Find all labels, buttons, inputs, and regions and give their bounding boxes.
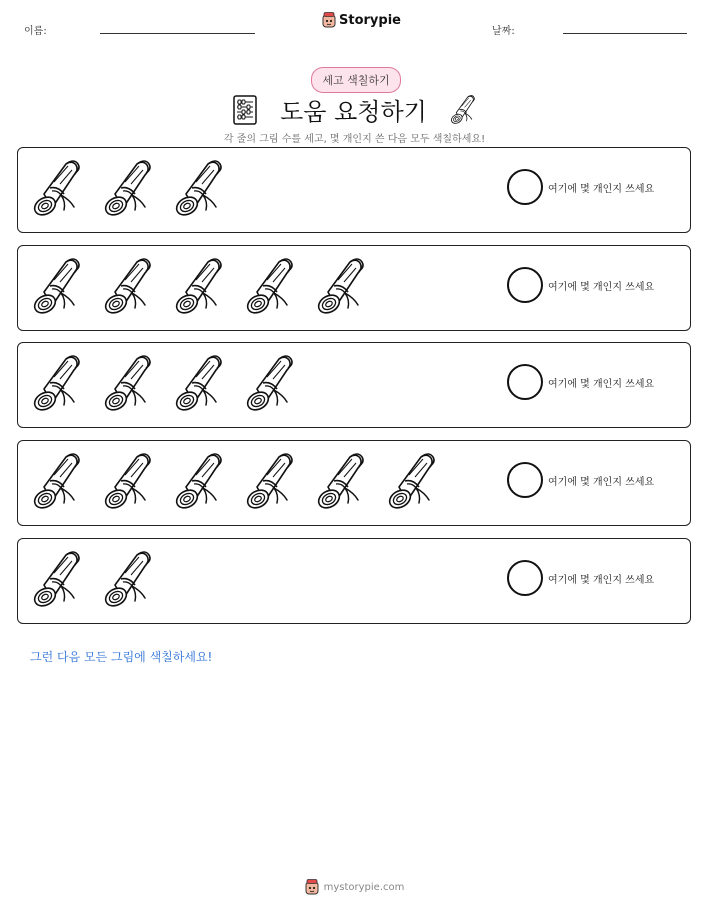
date-line[interactable] xyxy=(563,33,687,34)
scroll-icon[interactable] xyxy=(30,158,84,220)
scroll-icon[interactable] xyxy=(243,353,297,415)
activity-badge: 세고 색칠하기 xyxy=(311,67,401,93)
answer-area xyxy=(507,169,654,205)
abacus-icon xyxy=(232,95,258,125)
coloring-instruction: 그런 다음 모든 그림에 색칠하세요! xyxy=(30,650,213,664)
scroll-icon[interactable] xyxy=(243,451,297,513)
footer xyxy=(0,879,709,895)
scroll-icon[interactable] xyxy=(30,353,84,415)
scroll-icon[interactable] xyxy=(101,353,155,415)
scroll-icon[interactable] xyxy=(101,549,155,611)
answer-area xyxy=(507,560,654,596)
scroll-icon xyxy=(449,94,477,126)
picture-group xyxy=(30,353,297,417)
footer-url: mystorypie.com xyxy=(323,881,405,893)
count-row xyxy=(17,342,691,428)
answer-area xyxy=(507,364,654,400)
answer-label: 여기에 몇 개인지 쓰세요 xyxy=(548,476,655,488)
scroll-icon[interactable] xyxy=(172,353,226,415)
answer-label: 여기에 몇 개인지 쓰세요 xyxy=(548,183,655,195)
scroll-icon[interactable] xyxy=(385,451,439,513)
answer-circle[interactable] xyxy=(507,267,543,303)
scroll-icon[interactable] xyxy=(101,451,155,513)
scroll-icon[interactable] xyxy=(30,451,84,513)
answer-label: 여기에 몇 개인지 쓰세요 xyxy=(548,378,655,390)
count-row xyxy=(17,245,691,331)
brand-name: Storypie xyxy=(339,12,401,28)
storypie-logo-icon xyxy=(305,879,319,895)
count-row xyxy=(17,538,691,624)
count-row xyxy=(17,440,691,526)
answer-label: 여기에 몇 개인지 쓰세요 xyxy=(548,281,655,293)
scroll-icon[interactable] xyxy=(243,256,297,318)
scroll-icon[interactable] xyxy=(314,256,368,318)
answer-circle[interactable] xyxy=(507,462,543,498)
scroll-icon[interactable] xyxy=(101,256,155,318)
storypie-logo-icon xyxy=(322,12,336,28)
worksheet-header xyxy=(0,0,709,50)
scroll-icon[interactable] xyxy=(30,549,84,611)
date-label: 날짜: xyxy=(492,26,515,37)
scroll-icon[interactable] xyxy=(172,158,226,220)
title-area xyxy=(0,92,709,127)
answer-label: 여기에 몇 개인지 쓰세요 xyxy=(548,574,655,586)
answer-circle[interactable] xyxy=(507,169,543,205)
picture-group xyxy=(30,549,155,613)
picture-group xyxy=(30,158,226,222)
answer-area xyxy=(507,462,654,498)
name-line[interactable] xyxy=(100,33,255,34)
answer-area xyxy=(507,267,654,303)
scroll-icon[interactable] xyxy=(30,256,84,318)
scroll-icon[interactable] xyxy=(172,256,226,318)
answer-circle[interactable] xyxy=(507,560,543,596)
count-row xyxy=(17,147,691,233)
page-title: 도움 요청하기 xyxy=(280,98,427,126)
brand xyxy=(322,12,401,28)
picture-group xyxy=(30,451,439,515)
answer-circle[interactable] xyxy=(507,364,543,400)
instructions: 각 줄의 그림 수를 세고, 몇 개인지 쓴 다음 모두 색칠하세요! xyxy=(223,134,486,145)
scroll-icon[interactable] xyxy=(314,451,368,513)
picture-group xyxy=(30,256,368,320)
scroll-icon[interactable] xyxy=(172,451,226,513)
scroll-icon[interactable] xyxy=(101,158,155,220)
name-label: 이름: xyxy=(24,26,47,37)
